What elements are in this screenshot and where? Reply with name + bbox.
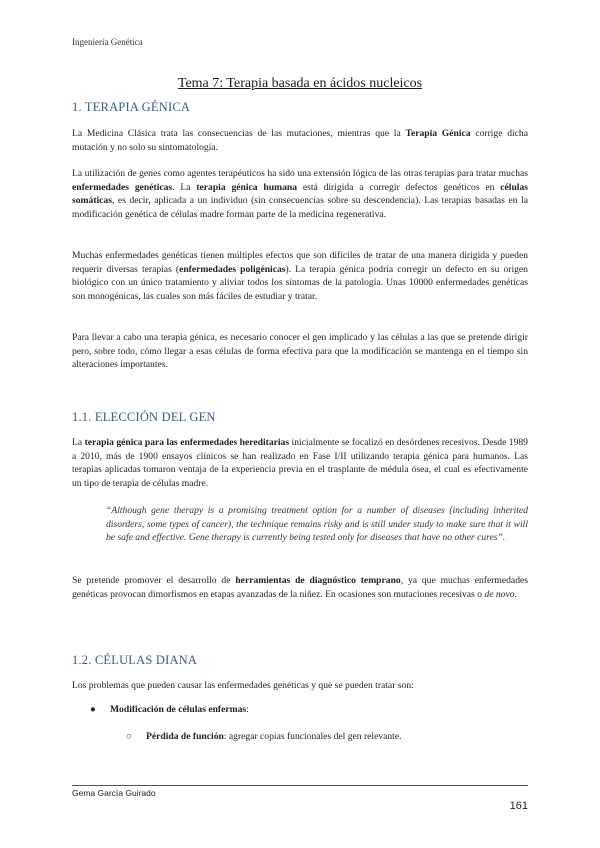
footer-divider xyxy=(72,785,528,786)
page-title: Tema 7: Terapia basada en ácidos nucleicos xyxy=(177,76,423,91)
running-header: Ingeniería Genética xyxy=(72,37,143,47)
paragraph: La utilización de genes como agentes terapéuticos ha sido una extensión lógica de las otras terapias para tratar muchas enfermedades genéticas. La terapia génica humana está dirigida a corregir defectos genéticos en células somáticas, es decir, aplicada a un individuo (sin consecuencias sobre su descendencia). Las terapias basadas en la modificación genética de células madre forman parte de la medicina regenerativa. xyxy=(72,168,528,220)
paragraph: Para llevar a cabo una terapia génica, es necesario conocer el gen implicado y las células a las que se pretende dirigir pero, sobre todo, cómo llegar a esas células de forma efectiva para que la modificación se mantenga en el tiempo sin alteraciones importantes. xyxy=(72,332,528,370)
hollow-bullet-icon: ○ xyxy=(126,731,132,742)
paragraph: Se pretende promover el desarrollo de herramientas de diagnóstico temprano, ya que muchas enfermedades genéticas provocan dimorfismos en etapas avanzadas de la niñez. En ocasiones son mutaciones recesivas o de novo. xyxy=(72,575,528,600)
page-number: 161 xyxy=(509,800,528,812)
paragraph: La Medicina Clásica trata las consecuencias de las mutaciones, mientras que la Terapia Génica corrige dicha mutación y no solo su sintomatología. xyxy=(72,128,528,153)
paragraph: Muchas enfermedades genéticas tienen múltiples efectos que son difíciles de tratar de una manera dirigida y pueden requerir diversas terapias (enfermedades poligénicas). La terapia génica podría corregir un defecto en su origen biológico con un único tratamiento y aliviar todos los síntomas de la patología. Unas 10000 enfermedades genéticas son monogénicas, las cuales son más fáciles de estudiar y tratar. xyxy=(72,250,528,302)
paragraph: La terapia génica para las enfermedades hereditarias inicialmente se focalizó en desórdenes recesivos. Desde 1989 a 2010, más de 1900 ensayos clínicos se han realizado en Fase I/II utilizando terapia génica para humanos. Las terapias aplicadas tomaron ventaja de la experiencia previa en el trasplante de médula ósea, el cual es efectivamente un tipo de terapia de células madre. xyxy=(72,437,528,489)
paragraph: Los problemas que pueden causar las enfermedades genéticas y que se pueden tratar son: xyxy=(72,680,414,691)
footer-author: Gema García Guirado xyxy=(72,788,156,798)
block-quote: “Although gene therapy is a promising treatment option for a number of diseases (including inherited disorders, some types of cancer), the technique remains risky and is still under study to make sure that it will be safe and effective. Gene therapy is currently being tested only for diseases that have no other cures”. xyxy=(106,505,528,543)
list-item: ● Modificación de células enfermas: xyxy=(90,704,249,715)
section-heading-celulas-diana: 1.2. CÉLULAS DIANA xyxy=(72,653,198,667)
list-item: ○ Pérdida de función: agregar copias funcionales del gen relevante. xyxy=(126,731,402,742)
section-heading-eleccion-gen: 1.1. ELECCIÓN DEL GEN xyxy=(72,410,216,424)
section-heading-terapia-genica: 1. TERAPIA GÉNICA xyxy=(72,100,191,114)
bullet-icon: ● xyxy=(90,704,96,715)
